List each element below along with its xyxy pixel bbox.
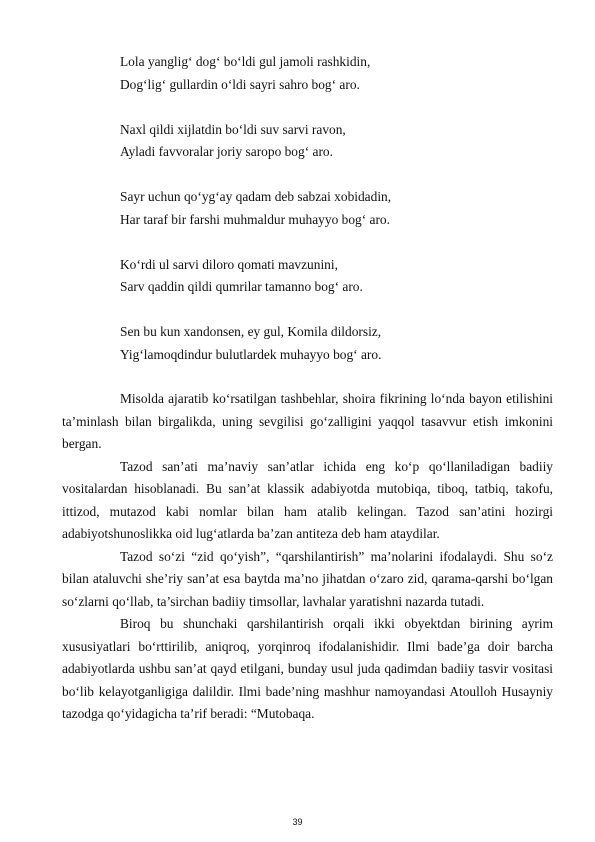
poem-line: Ayladi favvoralar joriy saropo bog‘ aro. xyxy=(120,144,333,159)
poem-line: Har taraf bir farshi muhmaldur muhayyo bog‘ aro. xyxy=(120,211,390,227)
body-text xyxy=(62,388,553,726)
poem-line: Sayr uchun qo‘yg‘ay qadam deb sabzai xobidadin, xyxy=(120,189,392,204)
poem-line: Lola yanglig‘ dog‘ bo‘ldi gul jamoli rashkidin, xyxy=(120,54,371,69)
paragraph: Biroq bu shunchaki qarshilantirish orqali ikki obyektdan birining ayrim xususiyatlari bo‘rttirilib, aniqroq, yorqinroq ifodalanishidir. Ilmi bade’ga doir barcha adabiyotlarda ushbu san’at qayd etilgani, bunday usul juda qadimdan badiiy tasvir vositasi bo‘lib kelayotganligiga dalildir. Ilmi bade’ning mashhur namoyandasi Atoulloh Husayniy tazodga qo‘yidagicha ta’rif beradi: “Mutobaqa. xyxy=(62,616,553,721)
poem-line: Yig‘lamoqdindur bulutlardek muhayyo bog‘ aro. xyxy=(120,346,382,362)
paragraph: Misolda ajaratib ko‘rsatilgan tashbehlar, shoira fikrining lo‘nda bayon etilishini ta’minlash bilan birgalikda, uning sevgilisi go‘zalligini yaqqol tasavvur etish imkonini bergan. xyxy=(62,391,553,451)
poem-line: Sarv qaddin qildi qumrilar tamanno bog‘ aro. xyxy=(120,279,363,294)
stanza-gap xyxy=(120,164,540,187)
paragraph: Tazod san’ati ma’naviy san’atlar ichida eng ko‘p qo‘llaniladigan badiiy vositalardan hisoblanadi. Bu san’at klassik adabiyotda mutobiqa, tiboq, tatbiq, takofu, ittizod, mutazod kabi nomlar bilan ham atalib kelingan. Tazod san’atini hozirgi adabiyotshunoslikka oid lug‘atlarda ba’zan antiteza deb ham ataydilar. xyxy=(62,458,553,541)
poem-line: Ko‘rdi ul sarvi diloro qomati mavzunini, xyxy=(120,256,338,272)
poem-line: Dog‘lig‘ gullardin o‘ldi sayri sahro bog‘ aro. xyxy=(120,76,360,92)
stanza-gap xyxy=(120,96,540,119)
poem-line: Sen bu kun xandonsen, ey gul, Komila dildorsiz, xyxy=(120,324,382,339)
stanza-gap xyxy=(120,299,540,322)
stanza-gap xyxy=(120,231,540,254)
poem-block xyxy=(120,51,540,366)
page-number: 39 xyxy=(292,817,303,827)
paragraph: Tazod so‘zi “zid qo‘yish”, “qarshilantirish” ma’nolarini ifodalaydi. Shu so‘z bilan ataluvchi she’riy san’at esa baytda ma’no jihatdan o‘zaro zid, qarama-qarshi bo‘lgan so‘zlarni qo‘llab, ta’sirchan badiiy timsollar, lavhalar yaratishni nazarda tutadi. xyxy=(62,548,553,609)
poem-line: Naxl qildi xijlatdin bo‘ldi suv sarvi ravon, xyxy=(120,121,346,137)
